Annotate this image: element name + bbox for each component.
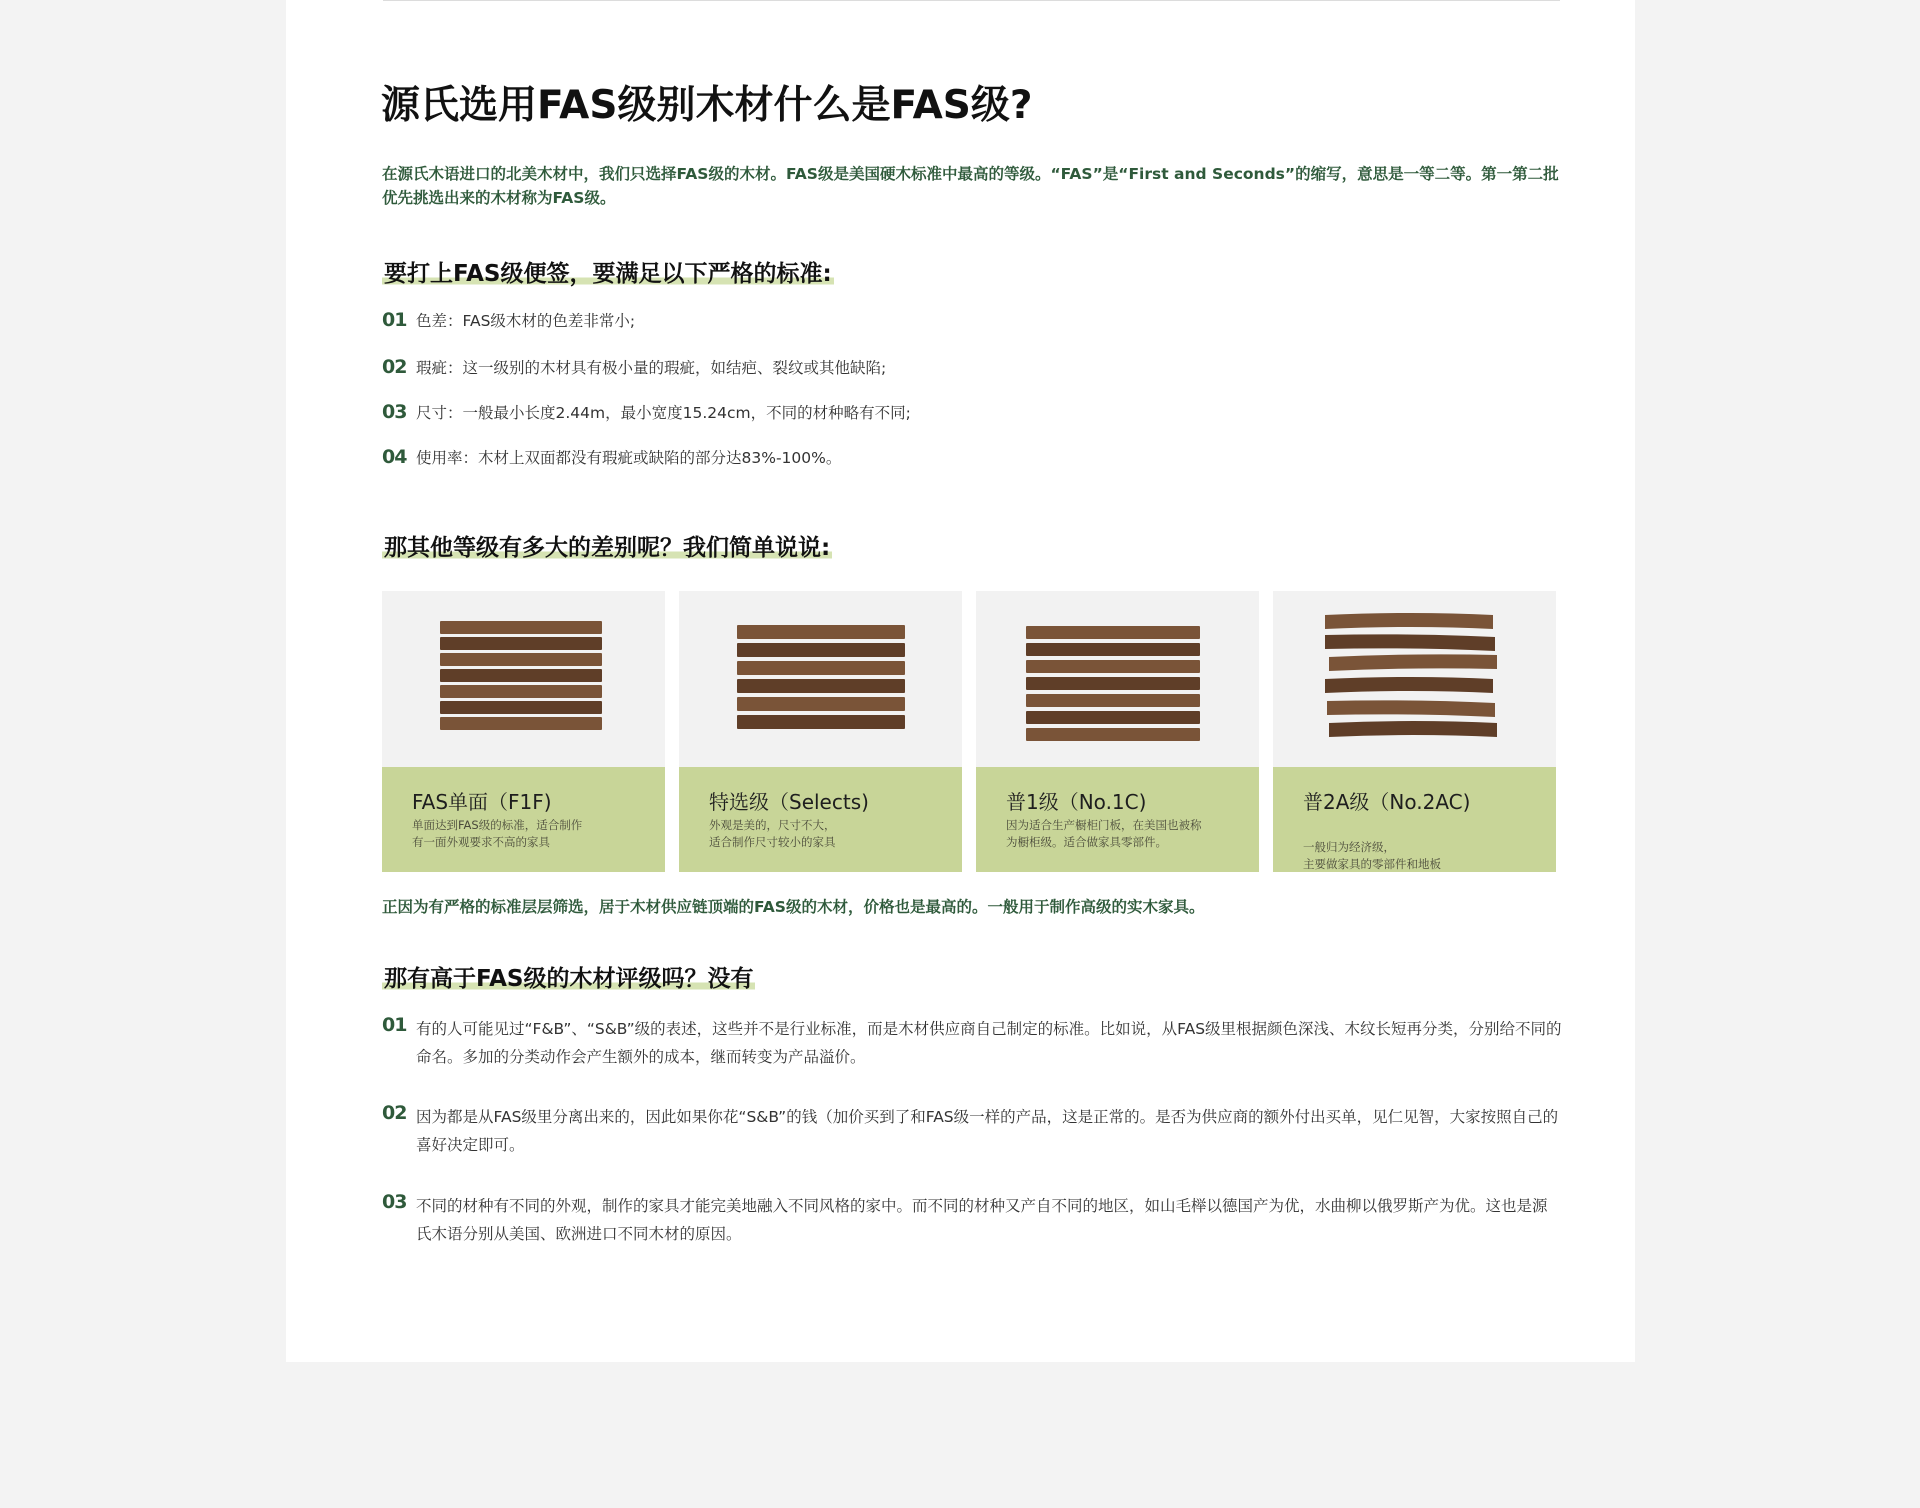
item-text: 不同的材种有不同的外观，制作的家具才能完美地融入不同风格的家中。而不同的材种又产自不同的地区，如山毛榉以德国产为优，水曲柳以俄罗斯产为优。这也是源氏木语分别从美国、欧洲进口不同木材的原因。 [416, 1197, 1548, 1243]
item-text: 因为都是从FAS级里分离出来的，因此如果你花“S&B”的钱（加价买到了和FAS级一样的产品，这是正常的。是否为供应商的额外付出买单，见仁见智，大家按照自己的喜好决定即可。 [416, 1108, 1559, 1154]
list-item [382, 1015, 1562, 1071]
higher-grade-heading: 那有高于FAS级的木材评级吗？没有 [382, 960, 755, 993]
grade-description: 单面达到FAS级的标准，适合制作 有一面外观要求不高的家具 [412, 818, 583, 849]
item-number: 01 [382, 1014, 407, 1036]
item-text: 尺寸：一般最小长度2.44m，最小宽度15.24cm，不同的材种略有不同; [416, 404, 911, 422]
article-page [286, 0, 1635, 1362]
list-item [382, 1192, 1562, 1248]
page-title: 源氏选用FAS级别木材什么是FAS级? [381, 83, 1033, 128]
item-number: 02 [382, 1102, 407, 1124]
grade-caption [679, 767, 962, 872]
item-number: 04 [382, 446, 407, 468]
item-text: 有的人可能见过“F&B”、“S&B”级的表述，这些并不是行业标准，而是木材供应商自己制定的标准。比如说，从FAS级里根据颜色深浅、木纹长短再分类，分别给不同的命名。多加的分类动作会产生额外的成本，继而转变为产品溢价。 [416, 1020, 1562, 1066]
criteria-heading: 要打上FAS级便签，要满足以下严格的标准: [382, 255, 834, 288]
list-item [382, 1103, 1562, 1159]
grade-card [1273, 591, 1556, 872]
price-note: 正因为有严格的标准层层筛选，居于木材供应链顶端的FAS级的木材，价格也是最高的。一般用于制作高级的实木家具。 [382, 898, 1205, 916]
grade-title: 普2A级（No.2AC) [1303, 790, 1471, 814]
list-item [382, 353, 886, 381]
grade-card [382, 591, 665, 872]
top-divider [383, 0, 1560, 1]
intro-paragraph: 在源氏木语进口的北美木材中，我们只选择FAS级的木材。FAS级是美国硬木标准中最高的等级。“FAS”是“First and Seconds”的缩写，意思是一等二等。第一第二批优先挑选出来的木材称为FAS级。 [382, 165, 1559, 207]
wood-planks-image [679, 591, 962, 767]
grade-cards [382, 591, 1558, 872]
grade-card [679, 591, 962, 872]
grade-description: 因为适合生产橱柜门板，在美国也被称 为橱柜级。适合做家具零部件。 [1006, 818, 1202, 849]
grade-caption [382, 767, 665, 872]
list-item [382, 443, 841, 471]
grade-title: 普1级（No.1C) [1006, 790, 1147, 814]
item-number: 03 [382, 1191, 407, 1213]
grade-title: FAS单面（F1F) [412, 790, 552, 814]
wood-planks-image [382, 591, 665, 767]
grade-title: 特选级（Selects) [709, 790, 869, 814]
list-item [382, 306, 635, 334]
grade-description: 一般归为经济级， 主要做家具的零部件和地板 [1303, 840, 1441, 871]
grade-card [976, 591, 1259, 872]
item-number: 02 [382, 356, 407, 378]
item-number: 01 [382, 309, 407, 331]
item-text: 瑕疵：这一级别的木材具有极小量的瑕疵，如结疤、裂纹或其他缺陷; [416, 359, 887, 377]
grade-description: 外观是美的，尺寸不大， 适合制作尺寸较小的家具 [709, 818, 836, 849]
item-number: 03 [382, 401, 407, 423]
wood-planks-image [976, 591, 1259, 767]
grade-caption [976, 767, 1259, 872]
item-text: 色差：FAS级木材的色差非常小; [416, 312, 636, 330]
grade-caption [1273, 767, 1556, 872]
grades-heading: 那其他等级有多大的差别呢？我们简单说说: [382, 529, 832, 562]
wood-planks-image [1273, 591, 1556, 767]
item-text: 使用率：木材上双面都没有瑕疵或缺陷的部分达83%-100%。 [416, 449, 842, 467]
list-item [382, 398, 911, 426]
